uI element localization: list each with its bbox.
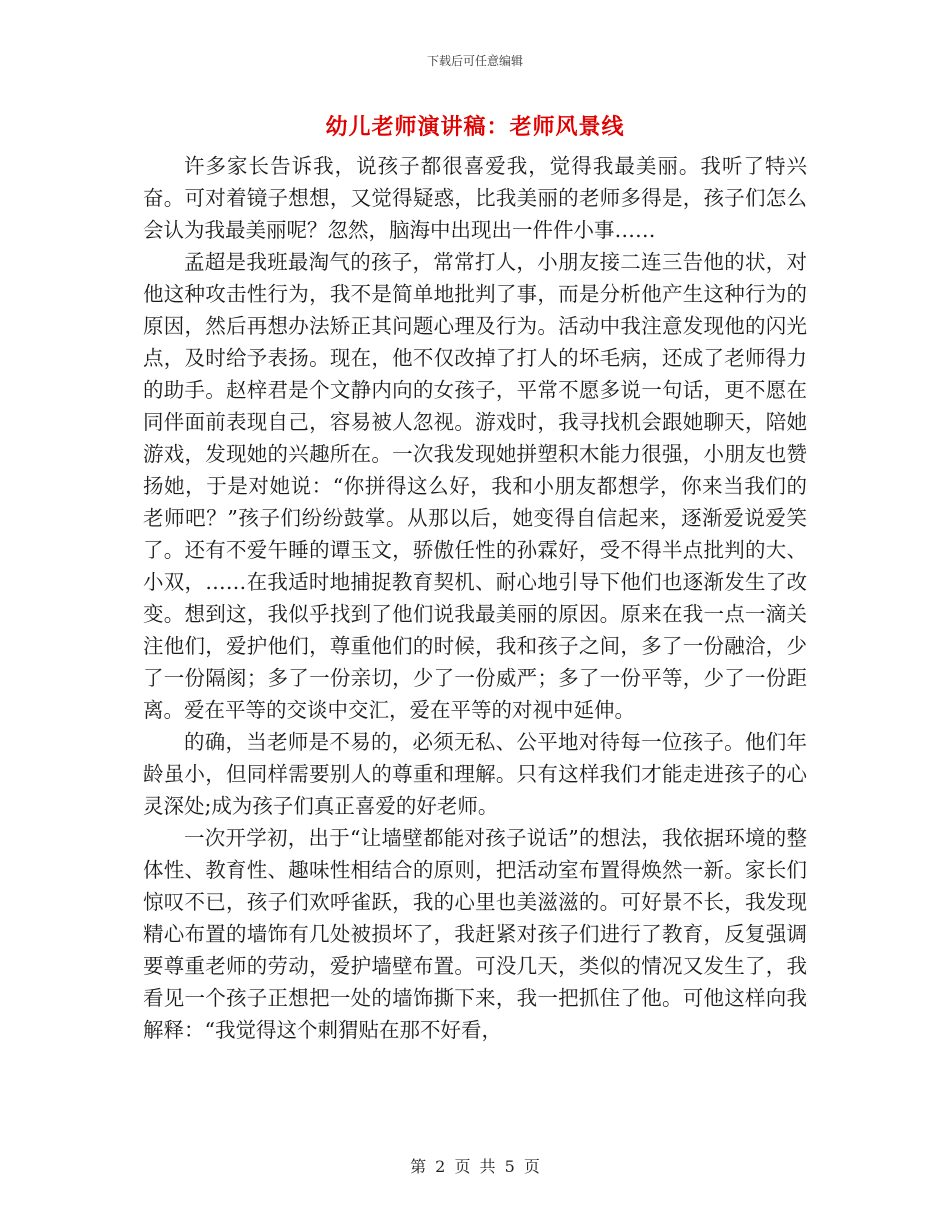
document-body <box>143 150 807 1046</box>
paragraph: 许多家长告诉我，说孩子都很喜爱我，觉得我最美丽。我听了特兴奋。可对着镜子想想，又觉得疑惑，比我美丽的老师多得是，孩子们怎么会认为我最美丽呢？忽然，脑海中出现出一件件小事…… <box>143 154 807 242</box>
paragraph: 一次开学初，出于“让墙壁都能对孩子说话”的想法，我依据环境的整体性、教育性、趣味性相结合的原则，把活动室布置得焕然一新。家长们惊叹不已，孩子们欢呼雀跃，我的心里也美滋滋的。可好景不长，我发现精心布置的墙饰有几处被损坏了，我赶紧对孩子们进行了教育，反复强调要尊重老师的劳动，爱护墙壁布置。可没几天，类似的情况又发生了，我看见一个孩子正想把一处的墙饰撕下来，我一把抓住了他。可他这样向我解释：“我觉得这个刺猬贴在那不好看， <box>143 826 807 1042</box>
page-number: 第 2 页 共 5 页 <box>410 1157 540 1176</box>
page-header-note: 下载后可任意编辑 <box>426 54 523 68</box>
paragraph: 的确，当老师是不易的，必须无私、公平地对待每一位孩子。他们年龄虽小，但同样需要别人的尊重和理解。只有这样我们才能走进孩子的心灵深处;成为孩子们真正喜爱的好老师。 <box>143 730 807 818</box>
document-title: 幼儿老师演讲稿：老师风景线 <box>325 115 625 140</box>
paragraph: 孟超是我班最淘气的孩子，常常打人，小朋友接二连三告他的状，对他这种攻击性行为，我不是简单地批判了事，而是分析他产生这种行为的原因，然后再想办法矫正其问题心理及行为。活动中我注意发现他的闪光点，及时给予表扬。现在，他不仅改掉了打人的坏毛病，还成了老师得力的助手。赵梓君是个文静内向的女孩子，平常不愿多说一句话，更不愿在同伴面前表现自己，容易被人忽视。游戏时，我寻找机会跟她聊天，陪她游戏，发现她的兴趣所在。一次我发现她拼塑积木能力很强，小朋友也赞扬她，于是对她说：“你拼得这么好，我和小朋友都想学，你来当我们的老师吧？”孩子们纷纷鼓掌。从那以后，她变得自信起来，逐渐爱说爱笑了。还有不爱午睡的谭玉文，骄傲任性的孙霖好，受不得半点批判的大、小双，……在我适时地捕捉教育契机、耐心地引导下他们也逐渐发生了改变。想到这，我似乎找到了他们说我最美丽的原因。原来在我一点一滴关注他们，爱护他们，尊重他们的时候，我和孩子之间，多了一份融洽，少了一份隔阂；多了一份亲切，少了一份威严；多了一份平等，少了一份距离。爱在平等的交谈中交汇，爱在平等的对视中延伸。 <box>143 250 807 722</box>
